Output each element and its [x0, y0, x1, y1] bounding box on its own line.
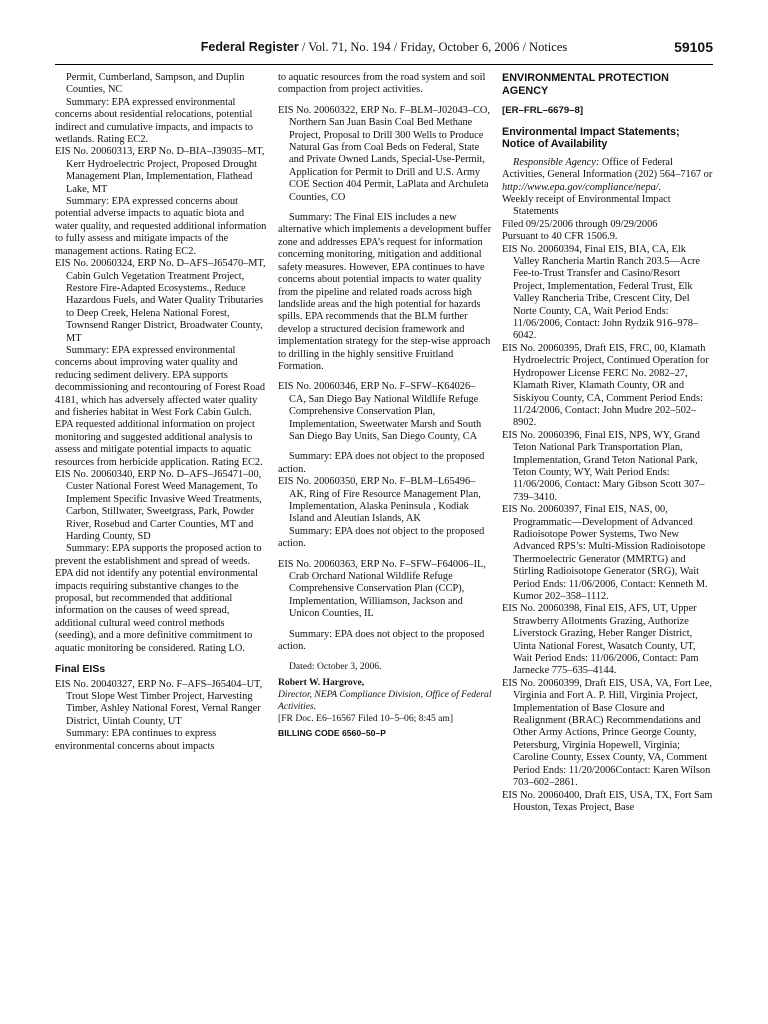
text-paragraph: to aquatic resources from the road system and soil compaction from project activities. — [278, 72, 486, 96]
responsible-text: Office of Federal Activities, General Information (202) 564–7167 or — [502, 156, 713, 181]
text-paragraph: EIS No. 20060394, Final EIS, BIA, CA, Elk Valley Rancheria Martin Ranch 203.5—Acre Fee-to-Trust Transfer and Casino/Resort Project, Implementation, Federal Trust, Elk Valley Rancheria Tribe, Crescent City, Del Norte County, CA, Wait Period Ends: 11/06/2006, Contact: John Rydzik 916–978–6042. — [502, 243, 700, 342]
text-paragraph: Summary: EPA supports the proposed action to prevent the establishment and spread of weeds. EPA did not identify any potential environmental impacts requiring substantive changes to the proposal, but recommended that additional information on the causes of weed spread, additional cultural weed control methods (seeding), and a more definitive commitment to aquatic monitoring be considered. Rating LO. — [55, 543, 262, 654]
epa-link[interactable]: http://www.epa.gov/compliance/nepa/. — [502, 181, 662, 193]
text-paragraph: Summary: EPA expressed environmental concerns about improving water quality and reducing sediment delivery. EPA supports decommissioning and recontouring of Forest Road 4181, which has adversely affected water quality and fisheries habitat in West Fork Cabin Gulch. EPA requested additional information on project monitoring and suggested additional analysis to assess and mitigate potential impacts to aquatic resources from herbicide application. Rating EC2. — [55, 344, 266, 468]
column-2-entries — [278, 72, 492, 653]
text-paragraph: Summary: EPA continues to express environmental concerns about impacts — [55, 728, 217, 752]
text-paragraph: EIS No. 20060340, ERP No. D–AFS–J65471–00, Custer National Forest Weed Management, To Implement Specific Invasive Weed Treatments, Carbon, Stillwater, Sweetgrass, Park, Powder River, Rosebud and Carter Counties, MT and Harding County, SD — [55, 469, 262, 543]
page-header — [55, 36, 713, 65]
running-head — [55, 40, 713, 55]
final-eis-heading: Final EISs — [55, 663, 106, 676]
text-paragraph: Summary: EPA expressed concerns about potential adverse impacts to aquatic biota and water quality, and requested additional information to fully assess and mitigate impacts of the management actions. Rating EC2. — [55, 196, 267, 257]
text-paragraph: EIS No. 20060397, Final EIS, NAS, 00, Programmatic—Development of Advanced Radioisotope Power Systems, Two New Advanced RPS’s: Multi-Mission Radioisotope Thermoelectric Generator (MMRTG) and Stirling Radioisotope Generator (SRG), Wait Period Ends: 11/06/2006, Contact: Kenneth M. Kumor 202–358–1112. — [502, 504, 708, 602]
billing-code: BILLING CODE 6560–50–P — [278, 728, 386, 739]
text-paragraph: EIS No. 20060322, ERP No. F–BLM–J02043–CO, Northern San Juan Basin Coal Bed Methane Project, Proposal to Drill 300 Wells to Produce Natural Gas from Coal Beds on Federal, State and Private Owned Lands, Special-Use-Permit, Application for Permit to Drill and U.S. Army COE Section 404 Permit, LaPlata and Archuleta Counties, CO — [278, 104, 490, 203]
text-paragraph: Summary: EPA does not object to the proposed action. — [278, 451, 485, 475]
text-paragraph: Pursuant to 40 CFR 1506.9. — [502, 231, 618, 243]
column-1-entries — [55, 72, 267, 655]
text-paragraph: Summary: EPA expressed environmental concerns about residential relocations, potential indirect and cumulative impacts, and impacts to wetlands. Rating EC2. — [55, 96, 253, 146]
responsible-label: Responsible Agency: — [513, 156, 600, 168]
page-number: 59105 — [674, 39, 713, 55]
text-paragraph: EIS No. 20060400, Draft EIS, USA, TX, Fort Sam Houston, Texas Project, Base — [502, 789, 713, 813]
fr-doc-line: [FR Doc. E6–16567 Filed 10–5–06; 8:45 am] — [278, 713, 454, 725]
responsible-agency — [502, 157, 714, 194]
column-3 — [502, 72, 714, 814]
text-paragraph: EIS No. 20060398, Final EIS, AFS, UT, Upper Strawberry Allotments Grazing, Authorize Liverstock Grazing, Heber Ranger District, Uinta National Forest, Wasatch County, UT, Wait Period Ends: 11/06/2006, Contact: Pam Jarnecke 775–635–4144. — [502, 603, 699, 677]
journal-name: Federal Register — [200, 40, 299, 54]
text-paragraph: EIS No. 20040327, ERP No. F–AFS–J65404–UT, Trout Slope West Timber Project, Harvesting Timber, Ashley National Forest, Vernal Ranger District, Uintah County, UT — [55, 678, 263, 727]
text-paragraph: EIS No. 20060363, ERP No. F–SFW–F64006–IL, Crab Orchard National Wildlife Refuge Comprehensive Conservation Plan (CCP), Implementation, Williamson, Jackson and Unicon Counties, IL — [278, 558, 486, 620]
column-3-entries — [502, 194, 714, 814]
frl-number: [ER–FRL–6679–8] — [502, 105, 584, 117]
text-paragraph: Filed 09/25/2006 through 09/29/2006 — [502, 218, 658, 230]
text-paragraph: EIS No. 20060346, ERP No. F–SFW–K64026–CA, San Diego Bay National Wildlife Refuge Comprehensive Conservation Plan, Implementation, Sweetwater Marsh and South San Diego Bay Units, San Diego County, CA — [278, 381, 482, 442]
column-2 — [278, 72, 492, 740]
text-paragraph: EIS No. 20060395, Draft EIS, FRC, 00, Klamath Hydroelectric Project, Continued Operation for Hydropower License FERC No. 2082–27, Klamath River, Klamath County, OR and Siskiyou County, CA, Comment Period Ends: 11/24/2006, Contact: John Mudre 202–502–8902. — [502, 342, 709, 429]
signature-name: Robert W. Hargrove, — [278, 677, 365, 689]
text-paragraph: Permit, Cumberland, Sampson, and Duplin Counties, NC — [66, 72, 245, 96]
text-paragraph: Weekly receipt of Environmental Impact Statements — [502, 194, 671, 218]
text-paragraph: Summary: EPA does not object to the proposed action. — [278, 525, 485, 550]
text-paragraph: EIS No. 20060350, ERP No. F–BLM–L65496–AK, Ring of Fire Resource Management Plan, Implementation, Alaska Peninsula , Kodiak Island and Aleutian Islands, AK — [278, 476, 481, 525]
agency-heading: ENVIRONMENTAL PROTECTION AGENCY — [502, 72, 669, 97]
text-paragraph: Summary: The Final EIS includes a new alternative which implements a development buffer zone and addresses EPA’s request for information concerning monitoring, mitigation and additional safety measures. However, EPA continues to have concerns about potential impacts to water quality from the pipeline and related roads across high landslide areas and the high potential for hazards spills. EPA recommends that the BLM further develop a structured decision framework and implementation strategy for the step-wise approach to drilling in the highly sensitive Fruitland Formation. — [278, 212, 492, 372]
signature-title: Director, NEPA Compliance Division, Office of Federal Activities. — [278, 689, 492, 713]
column-1-final-entries — [55, 679, 267, 753]
column-1 — [55, 72, 267, 753]
text-paragraph: EIS No. 20060324, ERP No. D–AFS–J65470–MT, Cabin Gulch Vegetation Treatment Project, Restore Fire-Adapted Ecosystems., Reduce Hazardous Fuels, and Water Quality Tributaries to Deep Creek, Helena National Forest, Townsend Ranger District, Broadwater County, MT — [55, 258, 266, 344]
notice-title: Environmental Impact Statements; Notice of Availability — [502, 125, 680, 151]
signature-dated: Dated: October 3, 2006. — [289, 661, 382, 673]
text-paragraph: Summary: EPA does not object to the proposed action. — [278, 628, 485, 653]
issue-details: / Vol. 71, No. 194 / Friday, October 6, 2006 / Notices — [298, 40, 568, 54]
text-paragraph: EIS No. 20060396, Final EIS, NPS, WY, Grand Teton National Park Transportation Plan, Implementation, Grand Teton National Park, Teton County, WY, Wait Period Ends: 11/06/2006, Contact: Mary Gibson Scott 307–739–3410. — [502, 429, 705, 503]
text-paragraph: EIS No. 20060399, Draft EIS, USA, VA, Fort Lee, Virginia and Fort A. P. Hill, Virginia Project, Implementation of Base Closure and Realignment (BRAC) Recommendations and Other Army Actions, Prince George County, Petersburg, Virginia Hopewell, Virginia; Caroline County, Essex County, VA, Comment Period Ends: 11/20/2006Contact: Karen Wilson 703–602–2861. — [502, 677, 712, 789]
text-paragraph: EIS No. 20060313, ERP No. D–BIA–J39035–MT, Kerr Hydroelectric Project, Proposed Drought Management Plan, Implementation, Flathead Lake, MT — [55, 146, 265, 195]
